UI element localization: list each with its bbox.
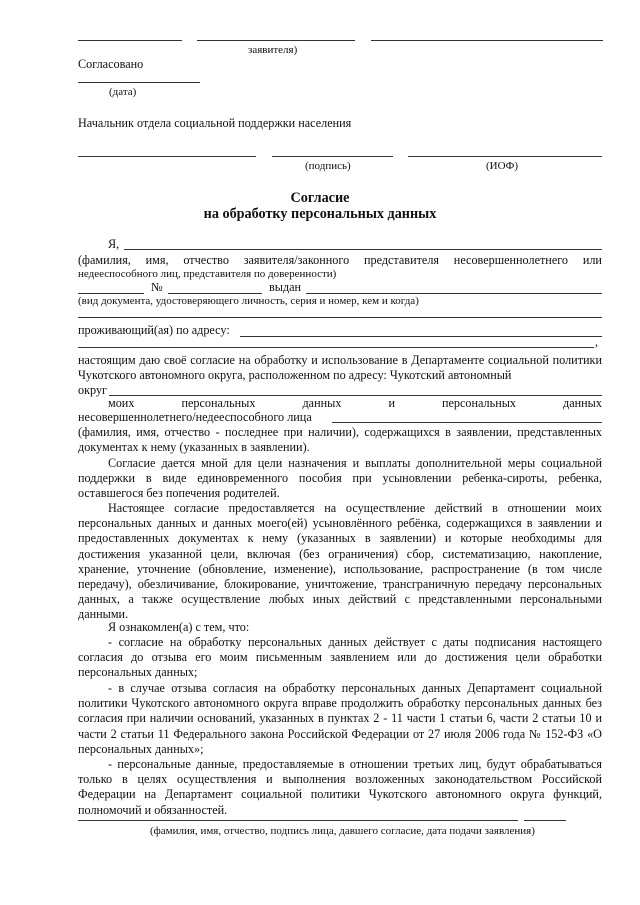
- top-line-2: [197, 40, 355, 41]
- minor-label: несовершеннолетнего/недееспособного лица: [78, 410, 312, 424]
- date-caption: (дата): [109, 86, 137, 98]
- address-line-2: [78, 347, 594, 348]
- i-label: Я,: [108, 237, 120, 251]
- signature-caption: (подпись): [305, 160, 351, 172]
- address-line-1: [240, 336, 602, 337]
- purpose-paragraph: Согласие дается мной для цели назначения и выплаты дополнительной меры социальной поддержки в виде единовременного пособия при усыновлении ребенка-сироты, ребенка, оставшегося без попечения родителей.: [78, 456, 602, 501]
- top-line-1: [78, 40, 182, 41]
- doc-caption: (вид документа, удостоверяющего личность, серия и номер, кем и когда): [78, 295, 419, 307]
- consent-paragraph: настоящим даю своё согласие на обработку и использование в Департаменте социальной политики Чукотского автономного округа, расположенном по адресу: Чукотский автономный: [78, 353, 602, 383]
- iof-caption: (ИОФ): [486, 160, 519, 172]
- date-line: [78, 82, 200, 83]
- item-3: - персональные данные, предоставляемые в отношении третьих лиц, будут обрабатываться только в целях осуществления и выполнения возложенных законодательством Российской Федерации на Департамент социальной политики Чукотского автономного округа функций, полномочий и обязанностей.: [78, 757, 602, 817]
- actions-paragraph: Настоящее согласие предоставляется на осуществление действий в отношении моих персональных данных и данных моего(ей) усыновлённого ребёнка, содержащихся в заявлении и предоставленных документах к нему (указанных в заявлении) и которые необходимы для достижения указанной цели, включая (без ограничения) сбор, систематизацию, накопление, хранение, уточнение (обновление, изменение), использование, распространение (в том числе передачу), обезличивание, блокирование, уничтожение, трансграничную передачу персональных данных, а также осуществление любых иных действий с представленными персональными данными.: [78, 501, 602, 622]
- signature-line-2: [272, 156, 393, 157]
- fio-caption-2: (фамилия, имя, отчество - последнее при наличии), содержащихся в заявлении, представленных документах к нему (указанных в заявлении).: [78, 425, 602, 455]
- applicant-caption: заявителя): [248, 44, 298, 56]
- head-title: Начальник отдела социальной поддержки населения: [78, 116, 352, 130]
- okrug-label: округ: [78, 383, 108, 397]
- signature-line-3: [408, 156, 602, 157]
- comma: ,: [595, 335, 599, 349]
- issued-label: выдан: [269, 280, 302, 294]
- issued-line: [306, 293, 602, 294]
- signature-line-1: [78, 156, 256, 157]
- doc-number-line: [168, 293, 262, 294]
- my-data-line: моих персональных данных и персональных данных: [108, 396, 602, 410]
- footer-line-2: [524, 820, 566, 821]
- minor-line: [332, 422, 602, 423]
- fio-line: [124, 249, 602, 250]
- document-title: Согласие: [290, 190, 350, 206]
- item-1: - согласие на обработку персональных данных действует с даты подписания настоящего согласия до отзыва его моим письменным заявлением или до достижения цели обработки персональных данных;: [78, 635, 602, 680]
- footer-line-1: [78, 820, 518, 821]
- residing-label: проживающий(ая) по адресу:: [78, 323, 230, 337]
- top-line-3: [371, 40, 603, 41]
- document-subtitle: на обработку персональных данных: [203, 206, 437, 222]
- doc-line-2: [78, 317, 602, 318]
- fio-caption: (фамилия, имя, отчество заявителя/законного представителя несовершеннолетнего или: [78, 253, 602, 267]
- agreed-label: Согласовано: [78, 57, 144, 71]
- fio-caption-tail: недееспособного лиц, представителя по доверенности): [78, 268, 337, 280]
- acquainted-label: Я ознакомлен(а) с тем, что:: [108, 620, 250, 634]
- footer-caption: (фамилия, имя, отчество, подпись лица, давшего согласие, дата подачи заявления): [150, 825, 535, 837]
- item-2: - в случае отзыва согласия на обработку персональных данных Департамент социальной политики Чукотского автономного округа вправе продолжить обработку персональных данных без согласия при наличии оснований, указанных в пунктах 2 - 11 части 1 статьи 6, части 2 статьи 10 и части 2 статьи 11 Федерального закона Российской Федерации от 27 июля 2006 года № 152-ФЗ «О персональных данных»;: [78, 681, 602, 756]
- number-sign: №: [151, 280, 163, 294]
- doc-type-line: [78, 293, 144, 294]
